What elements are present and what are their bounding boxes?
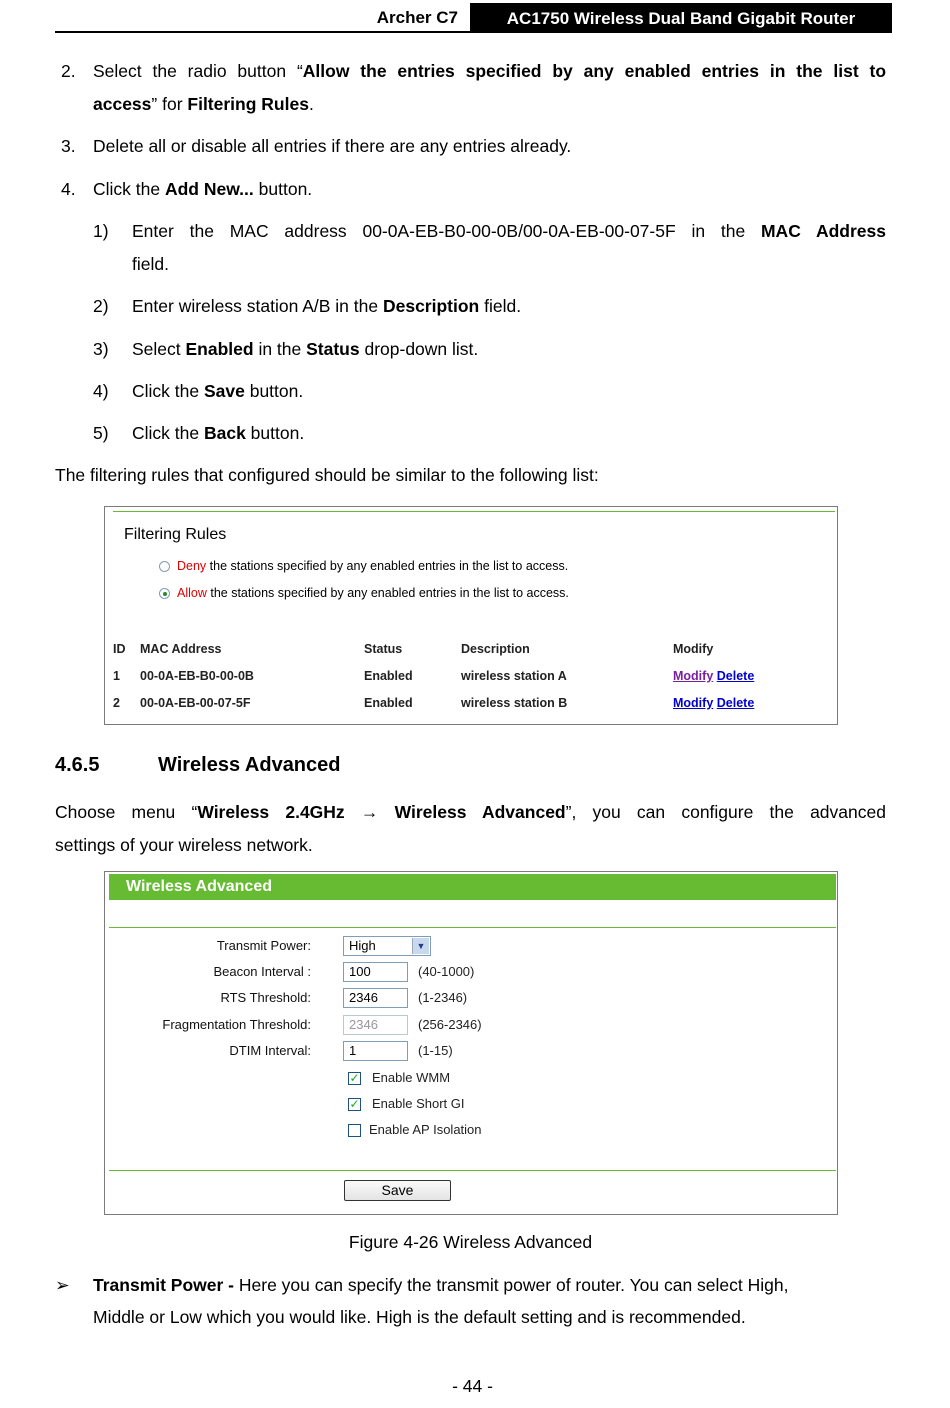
allow-radio[interactable] (159, 588, 170, 599)
substep-number: 4) (93, 381, 109, 401)
rts-threshold-label: RTS Threshold: (220, 990, 311, 1005)
header-rule (55, 31, 892, 33)
fragmentation-threshold-input[interactable]: 2346 (343, 1015, 408, 1035)
dtim-interval-label: DTIM Interval: (229, 1043, 311, 1058)
step-4-text: Click the Add New... button. (93, 179, 313, 199)
arrow-icon: → (360, 802, 379, 822)
col-header-description: Description (461, 642, 530, 656)
table-row-status: Enabled (364, 696, 413, 710)
enable-short-gi-checkbox[interactable] (348, 1098, 361, 1111)
header-product: AC1750 Wireless Dual Band Gigabit Router (470, 3, 892, 32)
fragmentation-threshold-label: Fragmentation Threshold: (162, 1017, 311, 1032)
step-2-line1: Select the radio button “Allow the entries specified by any enabled entries in the list to (93, 61, 887, 81)
enable-short-gi-label: Enable Short GI (372, 1096, 465, 1111)
col-header-mac: MAC Address (140, 642, 222, 656)
substep-number: 5) (93, 423, 109, 443)
bullet-line1: Transmit Power - Here you can specify the transmit power of router. You can select High, (93, 1275, 789, 1295)
form-bottom-divider (109, 1170, 836, 1171)
enable-wmm-label: Enable WMM (372, 1070, 451, 1085)
delete-link[interactable]: Delete (716, 669, 755, 683)
table-row-description: wireless station B (461, 696, 568, 710)
enable-ap-isolation-checkbox[interactable] (348, 1124, 361, 1137)
figure-caption: Figure 4-26 Wireless Advanced (348, 1232, 593, 1252)
save-button[interactable]: Save (344, 1180, 451, 1201)
substep-1-line2: field. (132, 254, 169, 274)
table-row-mac: 00-0A-EB-00-07-5F (140, 696, 251, 710)
bullet-line2: Middle or Low which you would like. High is the default setting and is recommended. (93, 1307, 746, 1327)
section-intro-line1: Choose menu “Wireless 2.4GHz → Wireless Advanced”, you can configure the advanced (55, 802, 886, 822)
checkmark-icon: ✓ (349, 1071, 360, 1085)
section-title: Wireless Advanced (158, 754, 341, 776)
substep-4-text: Click the Save button. (132, 381, 304, 401)
step-3-text: Delete all or disable all entries if there are any entries already. (93, 136, 572, 156)
beacon-interval-input[interactable]: 100 (343, 962, 408, 982)
step-number: 2. (61, 61, 76, 81)
delete-link[interactable]: Delete (716, 696, 755, 710)
chevron-down-icon: ▼ (412, 938, 429, 954)
substep-5-text: Click the Back button. (132, 423, 305, 443)
dtim-interval-hint: (1-15) (418, 1043, 453, 1058)
substep-number: 1) (93, 221, 109, 241)
substep-1-line1: Enter the MAC address 00-0A-EB-B0-00-0B/00-0A-EB-00-07-5F in the MAC Address (132, 221, 887, 241)
transmit-power-label: Transmit Power: (216, 938, 311, 953)
dtim-interval-input[interactable]: 1 (343, 1041, 408, 1061)
modify-link[interactable]: Modify (673, 669, 714, 683)
header-model: Archer C7 (376, 8, 458, 27)
page-number: - 44 - (452, 1376, 493, 1396)
deny-radio[interactable] (159, 561, 170, 572)
beacon-interval-label: Beacon Interval : (213, 964, 311, 979)
filtering-rules-title: Filtering Rules (124, 526, 227, 543)
table-row-mac: 00-0A-EB-B0-00-0B (140, 669, 254, 683)
substep-number: 3) (93, 339, 109, 359)
table-row-id: 2 (113, 696, 120, 710)
top-divider (113, 511, 835, 512)
enable-wmm-checkbox[interactable] (348, 1072, 361, 1085)
transmit-power-select[interactable]: High ▼ (343, 936, 431, 956)
deny-option-label: Deny the stations specified by any enabled entries in the list to access. (177, 559, 569, 573)
filtering-rules-screenshot (104, 506, 838, 725)
section-number: 4.6.5 (55, 754, 100, 776)
step-2-line2: access” for Filtering Rules. (93, 94, 314, 114)
form-top-divider (109, 927, 836, 928)
rts-threshold-input[interactable]: 2346 (343, 988, 408, 1008)
modify-link[interactable]: Modify (673, 696, 714, 710)
section-intro-line2: settings of your wireless network. (55, 835, 313, 855)
checkmark-icon: ✓ (349, 1097, 360, 1111)
beacon-interval-hint: (40-1000) (418, 964, 475, 979)
table-row-actions (673, 669, 754, 683)
table-row-id: 1 (113, 669, 120, 683)
col-header-id: ID (113, 642, 126, 656)
col-header-status: Status (364, 642, 403, 656)
substep-3-text: Select Enabled in the Status drop-down list. (132, 339, 479, 359)
substep-2-text: Enter wireless station A/B in the Description field. (132, 296, 522, 316)
allow-option-label: Allow the stations specified by any enabled entries in the list to access. (177, 586, 569, 600)
bullet-arrow-icon: ➢ (55, 1275, 70, 1295)
wireless-advanced-title: Wireless Advanced (109, 874, 836, 900)
step-number: 4. (61, 179, 76, 199)
col-header-modify: Modify (673, 642, 714, 656)
table-row-description: wireless station A (461, 669, 567, 683)
table-row-actions (673, 696, 754, 710)
table-row-status: Enabled (364, 669, 413, 683)
rts-threshold-hint: (1-2346) (418, 990, 468, 1005)
substep-number: 2) (93, 296, 109, 316)
step-number: 3. (61, 136, 76, 156)
intro-list-text: The filtering rules that configured should be similar to the following list: (55, 465, 599, 485)
enable-ap-isolation-label: Enable AP Isolation (369, 1122, 482, 1137)
fragmentation-threshold-hint: (256-2346) (418, 1017, 482, 1032)
